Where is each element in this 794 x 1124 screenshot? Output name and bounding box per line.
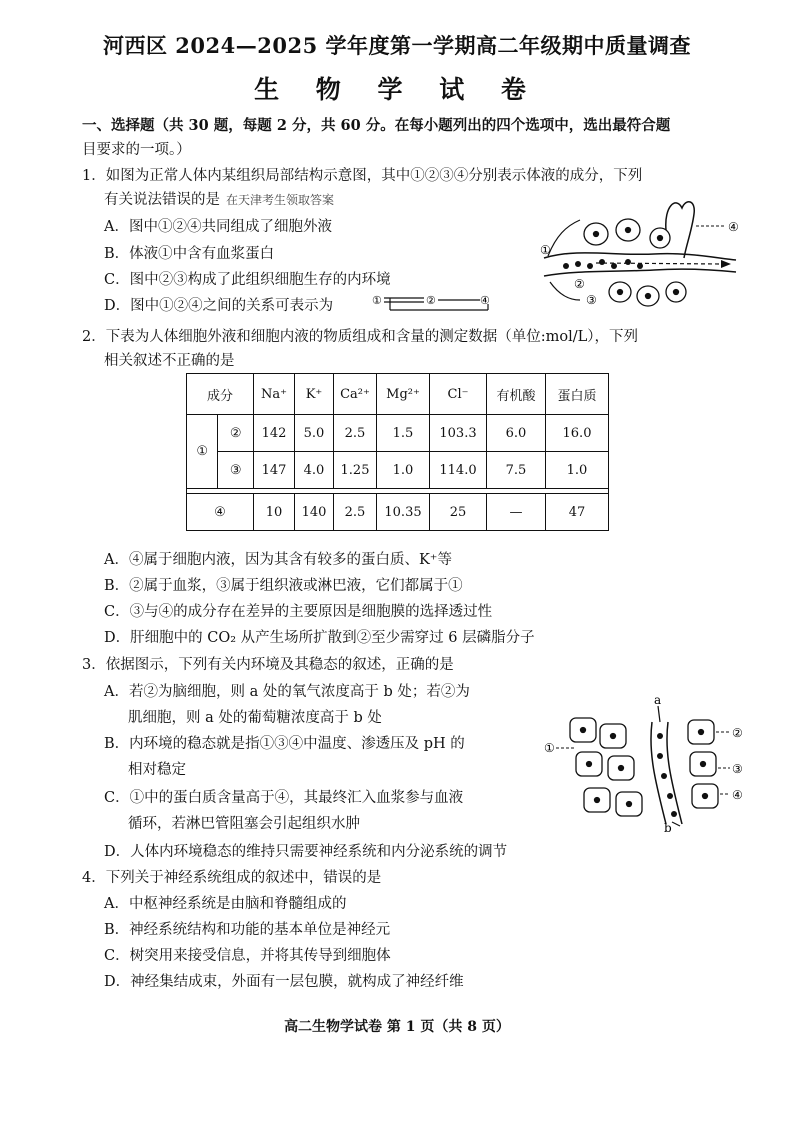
q2-table-header-cell: Ca²⁺ — [334, 374, 377, 415]
q2-stem-1: 2．下表为人体细胞外液和细胞内液的物质组成和含量的测定数据（单位:mol/L），下列 — [82, 329, 638, 345]
q2-table-cell: 47 — [546, 494, 609, 531]
q1-option-d[interactable]: D．图中①②④之间的关系可表示为 — [104, 298, 334, 314]
q2-table-row-label: ③ — [218, 452, 254, 489]
q2-table-cell: 1.5 — [377, 415, 430, 452]
q2-table-cell: 1.0 — [377, 452, 430, 489]
exam-subtitle: 生 物 学 试 卷 — [254, 75, 540, 104]
q3-capillary-wall-right — [667, 722, 682, 824]
q2-table-header-cell: 成分 — [187, 374, 254, 415]
q2-table-cell: — — [487, 494, 546, 531]
q3-fig-label-a: a — [654, 694, 662, 707]
q2-table-header-cell: Cl⁻ — [430, 374, 487, 415]
page-footer: 高二生物学试卷 第 1 页（共 8 页） — [284, 1019, 510, 1035]
q3-option-a-line1[interactable]: A．若②为脑细胞，则 a 处的氧气浓度高于 b 处；若②为 — [104, 684, 470, 700]
q2-table-cell: 1.25 — [334, 452, 377, 489]
q2-table-cell: 140 — [295, 494, 334, 531]
q2-table-cell: 16.0 — [546, 415, 609, 452]
q1-blood-cells — [563, 259, 643, 269]
q1-lymph-capillary — [666, 202, 694, 258]
q4-stem: 4．下列关于神经系统组成的叙述中，错误的是 — [82, 870, 382, 886]
q3-stem: 3．依据图示，下列有关内环境及其稳态的叙述，正确的是 — [82, 657, 454, 673]
q4-option-c[interactable]: C．树突用来接受信息，并将其传导到细胞体 — [104, 948, 391, 964]
q3-fig-label-4: ④ — [732, 788, 743, 802]
q4-option-d[interactable]: D．神经集结成束，外面有一层包膜，就构成了神经纤维 — [104, 974, 464, 990]
q2-table-header-cell: 蛋白质 — [546, 374, 609, 415]
q1-rel-label-2: ② — [426, 294, 436, 307]
q1-vessel-wall-bottom — [544, 269, 736, 276]
table-row — [187, 415, 609, 452]
q2-table-cell: 103.3 — [430, 415, 487, 452]
q3-fig-label-2: ② — [732, 726, 743, 740]
q2-stem-2: 相关叙述不正确的是 — [104, 353, 235, 369]
table-row — [187, 452, 609, 489]
q2-table-cell: 25 — [430, 494, 487, 531]
q1-fig-label-2: ② — [574, 277, 585, 291]
section-instructions-2: 目要求的一项。） — [82, 142, 191, 158]
q2-table-header-cell: Na⁺ — [254, 374, 295, 415]
q1-option-c[interactable]: C．图中②③构成了此组织细胞生存的内环境 — [104, 272, 391, 288]
q2-table-cell: 1.0 — [546, 452, 609, 489]
q2-data-table — [186, 373, 609, 531]
q2-table-header-cell: K⁺ — [295, 374, 334, 415]
q3-fig-arrow-b — [672, 822, 680, 826]
q2-table-cell: 2.5 — [334, 415, 377, 452]
q2-option-b[interactable]: B．②属于血浆，③属于组织液或淋巴液，它们都属于① — [104, 578, 463, 594]
q1-side-arrow-1 — [548, 220, 580, 256]
q1-rel-label-4: ④ — [480, 294, 490, 307]
q1-note: 在天津考生领取答案 — [226, 193, 335, 207]
q3-fig-label-1: ① — [544, 741, 555, 755]
q1-rel-label-1: ① — [372, 294, 382, 307]
q2-table-row-label: ② — [218, 415, 254, 452]
q1-relation-diagram — [372, 288, 497, 314]
q3-fig-arrow-a — [658, 706, 660, 722]
q1-fig-label-1: ① — [540, 243, 551, 257]
q1-option-b[interactable]: B．体液①中含有血浆蛋白 — [104, 246, 275, 262]
q3-option-c-line1[interactable]: C．①中的蛋白质含量高于④，其最终汇入血浆参与血液 — [104, 790, 464, 806]
q2-table-row-label: ④ — [187, 494, 254, 531]
q3-option-d[interactable]: D．人体内环境稳态的维持只需要神经系统和内分泌系统的调节 — [104, 844, 508, 860]
table-row — [187, 494, 609, 531]
q2-table-cell: 142 — [254, 415, 295, 452]
q2-table-cell: 10 — [254, 494, 295, 531]
q4-option-a[interactable]: A．中枢神经系统是由脑和脊髓组成的 — [104, 896, 347, 912]
q3-fig-label-b: b — [664, 821, 672, 834]
q1-stem-1: 1．如图为正常人体内某组织局部结构示意图，其中①②③④分别表示体液的成分，下列 — [82, 168, 643, 184]
q1-tissue-figure — [536, 196, 766, 314]
q4-option-b[interactable]: B．神经系统结构和功能的基本单位是神经元 — [104, 922, 391, 938]
q3-option-b-line2[interactable]: 相对稳定 — [128, 762, 186, 778]
q2-table-header-cell: Mg²⁺ — [377, 374, 430, 415]
q1-option-a[interactable]: A．图中①②④共同组成了细胞外液 — [104, 219, 332, 235]
q1-fig-label-3: ③ — [586, 293, 597, 307]
q3-option-b-line1[interactable]: B．内环境的稳态就是指①③④中温度、渗透压及 pH 的 — [104, 736, 465, 752]
q2-table-cell: 7.5 — [487, 452, 546, 489]
q2-table-cell: 6.0 — [487, 415, 546, 452]
q1-flow-arrow-head — [721, 260, 731, 268]
q2-table-cell: 114.0 — [430, 452, 487, 489]
q2-option-a[interactable]: A．④属于细胞内液，因为其含有较多的蛋白质、K⁺等 — [104, 552, 452, 568]
q3-option-c-line2[interactable]: 循环，若淋巴管阻塞会引起组织水肿 — [128, 816, 360, 832]
q2-table-cell: 5.0 — [295, 415, 334, 452]
q2-option-c[interactable]: C．③与④的成分存在差异的主要原因是细胞膜的选择透过性 — [104, 604, 493, 620]
q2-table-cell: 2.5 — [334, 494, 377, 531]
q3-fig-label-3: ③ — [732, 762, 743, 776]
q1-stem-2-text: 有关说法错误的是 — [104, 192, 220, 208]
q2-table-header-cell: 有机酸 — [487, 374, 546, 415]
q1-fig-label-4: ④ — [728, 220, 739, 234]
q2-option-d[interactable]: D．肝细胞中的 CO₂ 从产生场所扩散到②至少需穿过 6 层磷脂分子 — [104, 630, 535, 646]
q3-tissue-cells — [570, 718, 718, 816]
q2-table-cell: 4.0 — [295, 452, 334, 489]
q1-vessel-wall-top — [544, 253, 736, 260]
section-instructions-1: 一、选择题（共 30 题，每题 2 分，共 60 分。在每小题列出的四个选项中，选出最符合题 — [82, 117, 671, 134]
q2-table-group-label: ① — [187, 415, 218, 489]
q1-stem-2 — [104, 190, 334, 210]
q2-table-cell: 10.35 — [377, 494, 430, 531]
q2-table-header-row — [187, 374, 609, 415]
q3-tissue-figure — [540, 694, 750, 834]
q3-option-a-line2[interactable]: 肌细胞，则 a 处的葡萄糖浓度高于 b 处 — [128, 710, 382, 726]
exam-title: 河西区 2024—2025 学年度第一学期高二年级期中质量调查 — [102, 33, 691, 58]
q2-table-cell: 147 — [254, 452, 295, 489]
